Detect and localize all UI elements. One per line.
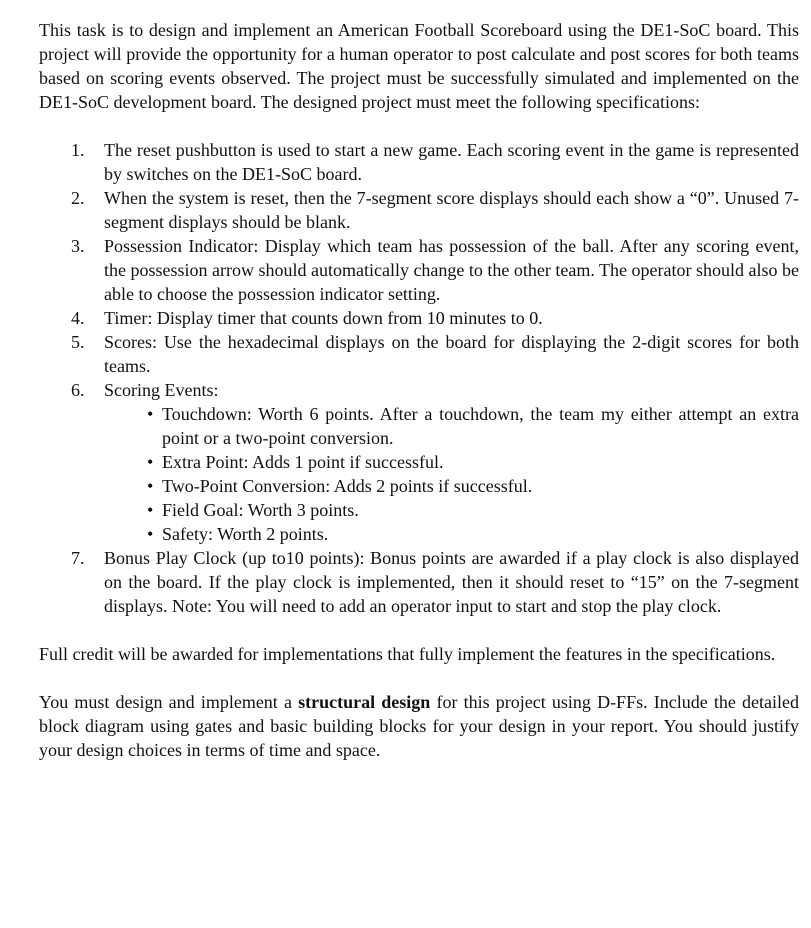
spec-text: Scoring Events: bbox=[104, 380, 219, 400]
bullet-icon: • bbox=[147, 476, 154, 496]
bullet-icon: • bbox=[147, 404, 154, 424]
scoring-events-list bbox=[104, 402, 799, 546]
scoring-event-field-goal bbox=[104, 498, 799, 522]
design-paragraph bbox=[39, 690, 799, 762]
scoring-event-two-point-conversion bbox=[104, 474, 799, 498]
design-text-after: for this project using D-FFs. Include the detailed block diagram using gates and basic building blocks for your design in your report. You should justify your design choices in terms of time and space. bbox=[39, 692, 800, 760]
intro-paragraph: This task is to design and implement an American Football Scoreboard using the DE1-SoC board. This project will provide the opportunity for a human operator to post calculate and post scores for both teams based on scoring events observed. The project must be successfully simulated and implemented on the DE1-SoC development board. The designed project must meet the following specifications: bbox=[39, 20, 799, 112]
scoring-event-text: Safety: Worth 2 points. bbox=[162, 524, 329, 544]
scoring-event-text: Two-Point Conversion: Adds 2 points if successful. bbox=[162, 476, 533, 496]
bullet-icon: • bbox=[147, 524, 154, 544]
scoring-event-text: Touchdown: Worth 6 points. After a touchdown, the team my either attempt an extra point or a two-point conversion. bbox=[162, 404, 799, 448]
spec-number: 3. bbox=[71, 236, 85, 256]
spec-item-4 bbox=[39, 306, 799, 330]
scoring-event-text: Extra Point: Adds 1 point if successful. bbox=[162, 452, 444, 472]
spec-number: 5. bbox=[71, 332, 85, 352]
spec-text: When the system is reset, then the 7-segment score displays should each show a “0”. Unused 7-segment displays should be blank. bbox=[104, 188, 799, 232]
spec-item-5 bbox=[39, 330, 799, 378]
paragraph-gap bbox=[39, 618, 799, 642]
spec-number: 4. bbox=[71, 308, 85, 328]
scoring-event-extra-point bbox=[104, 450, 799, 474]
spec-number: 2. bbox=[71, 188, 85, 208]
scoring-event-touchdown bbox=[104, 402, 799, 450]
credit-paragraph: Full credit will be awarded for implementations that fully implement the features in the specifications. bbox=[39, 644, 776, 664]
spec-item-1 bbox=[39, 138, 799, 186]
design-text-before: You must design and implement a bbox=[39, 692, 299, 712]
spec-item-3 bbox=[39, 234, 799, 306]
spec-number: 6. bbox=[71, 380, 85, 400]
spec-number: 1. bbox=[71, 140, 85, 160]
spec-text: Bonus Play Clock (up to10 points): Bonus points are awarded if a play clock is also displayed on the board. If the play clock is implemented, then it should reset to “15” on the 7-segment displays. Note: You will need to add an operator input to start and stop the play clock. bbox=[104, 548, 799, 616]
spec-text: The reset pushbutton is used to start a new game. Each scoring event in the game is represented by switches on the DE1-SoC board. bbox=[104, 140, 799, 184]
spec-text: Scores: Use the hexadecimal displays on the board for displaying the 2-digit scores for both teams. bbox=[104, 332, 799, 376]
bullet-icon: • bbox=[147, 500, 154, 520]
bullet-icon: • bbox=[147, 452, 154, 472]
spec-item-7 bbox=[39, 546, 799, 618]
spec-item-2 bbox=[39, 186, 799, 234]
spec-item-6 bbox=[39, 378, 799, 546]
scoring-event-text: Field Goal: Worth 3 points. bbox=[162, 500, 359, 520]
spec-text: Possession Indicator: Display which team has possession of the ball. After any scoring event, the possession arrow should automatically change to the other team. The operator should also be able to choose the possession indicator setting. bbox=[104, 236, 799, 304]
paragraph-gap bbox=[39, 666, 799, 690]
specifications-list bbox=[39, 138, 799, 618]
scoring-event-safety bbox=[104, 522, 799, 546]
spec-number: 7. bbox=[71, 548, 85, 568]
spec-text: Timer: Display timer that counts down from 10 minutes to 0. bbox=[104, 308, 543, 328]
structural-design-emphasis: structural design bbox=[298, 692, 431, 712]
